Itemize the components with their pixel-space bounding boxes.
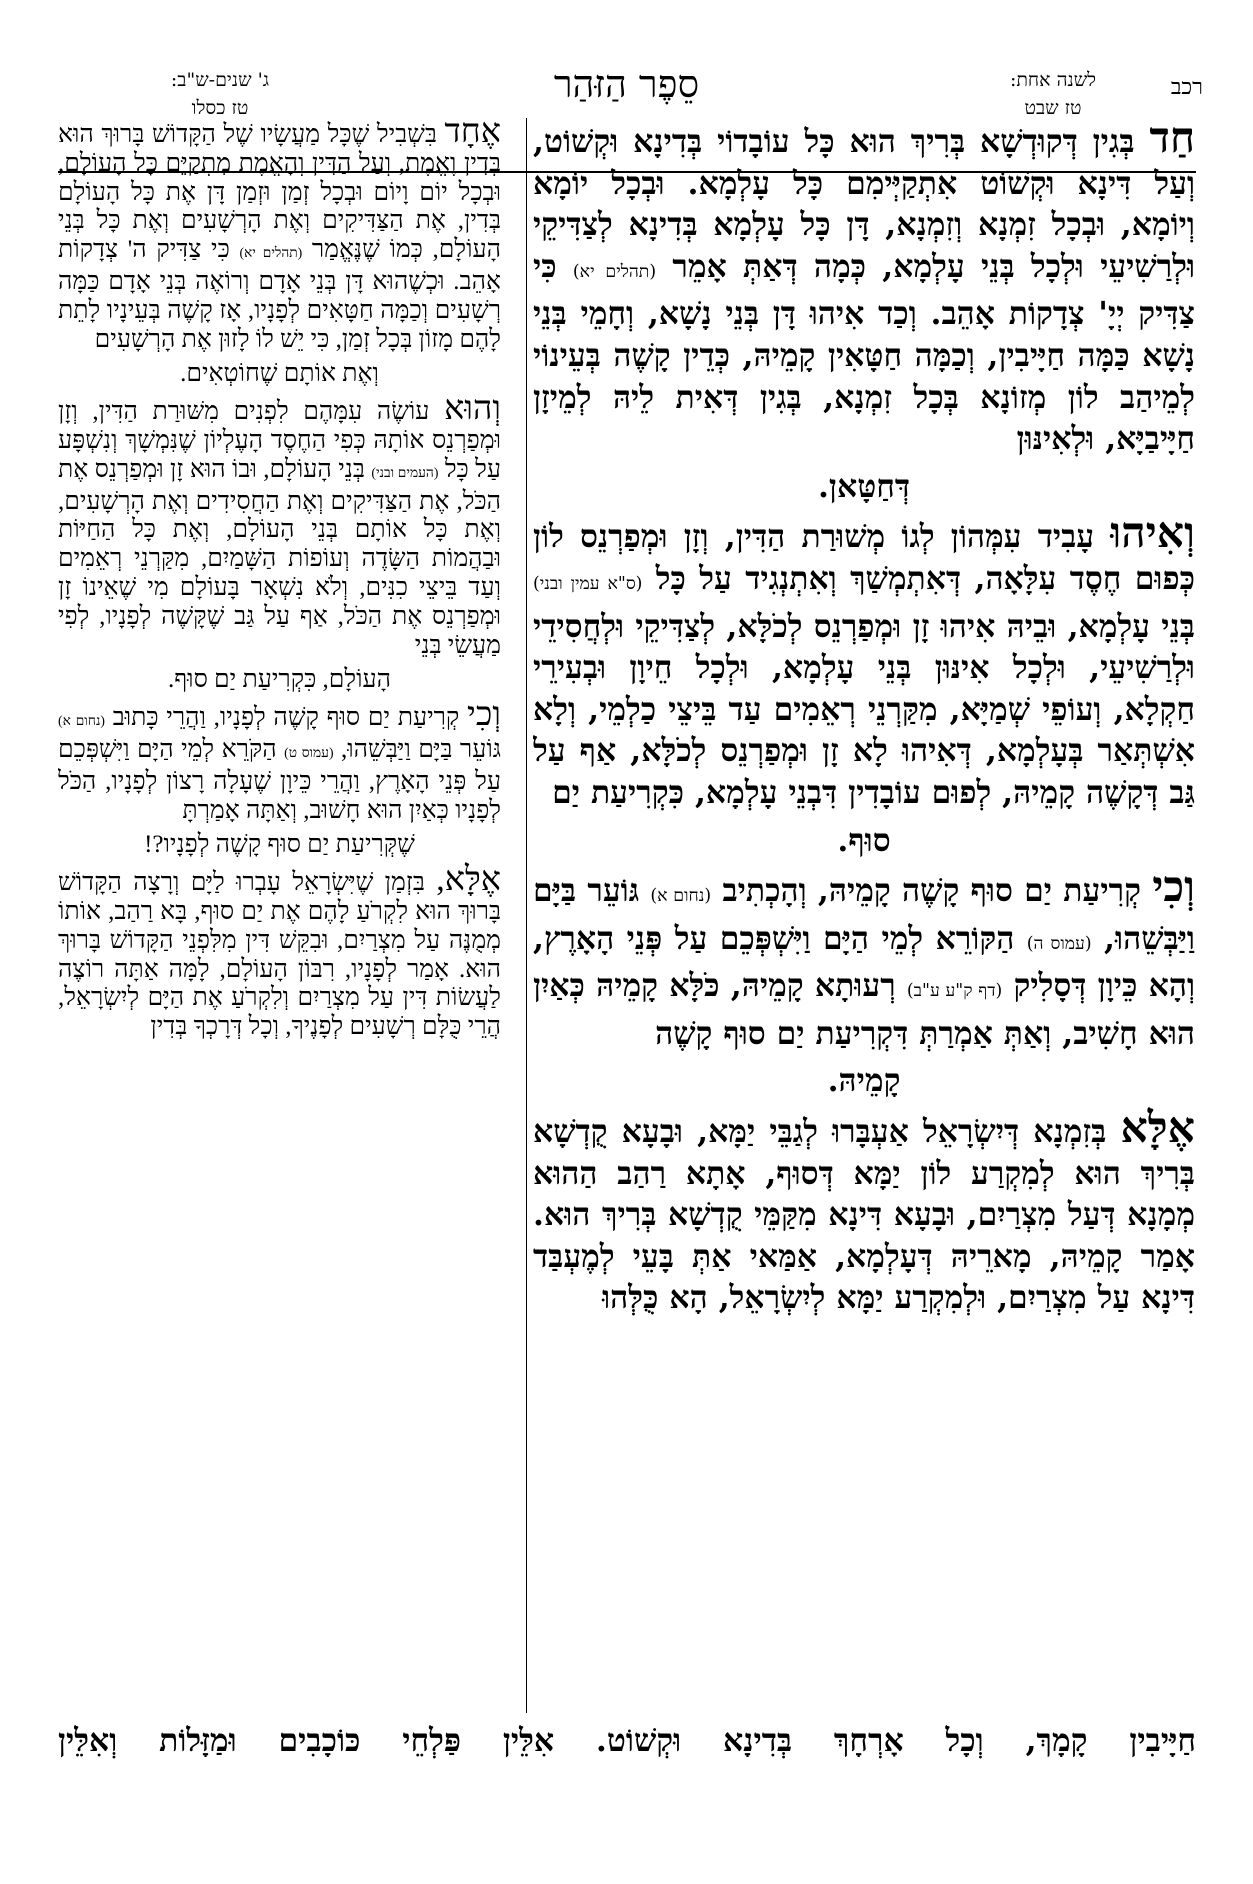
paragraph-text: עָבִיד עִמְּהוֹן לְגוֹ מְשׁוּרַת הַדִּין, וְזָן וּמְפַרְנֵס לוֹן כְּפוּם חֶסֶד עִלָּאָה, דְּאִתְמְשַׁךְ וְאִתְנְגִיד עַל כָּל [533, 518, 1195, 597]
paragraph-text: קְרִיעַת יַם סוּף קָשֶׁה לְפָנָיו, וַהֲרֵי כָּתוּב [112, 704, 460, 732]
paragraph-end-line: הָעוֹלָם, כִּקְרִיעַת יַם סוּף. [167, 666, 392, 694]
paragraph-text: כִּי צַדִּיק ה' צְדָקוֹת אָהֵב. וּכְשֶׁהוּא דָּן בְּנֵי אָדָם וְרוֹאֶה בְּנֵי אָדָם כַּמָּה רְשָׁעִים וְכַמָּה חַטָּאִים לְפָנָיו, אָז קָשֶׁה בְּעֵינָיו לָתֵת לָהֶם מָזוֹן בְּכָל זְמַן, כִּי יֵשׁ לוֹ לָזוּן אֶת הָרְשָׁעִים [58, 236, 501, 353]
book-title: סֵפֶר הַזּהַר [553, 62, 700, 106]
paragraph-text: רְעוּתָא קָמֵיהּ, כֹּלָּא קָמֵיהּ כְּאַיִן הוּא חָשִׁיב, וְאַתְּ אַמְרַתְּ דִּקְרִיעַת יַם סוּף קָשֶׁה [533, 967, 1195, 1052]
one-year-date: טז שבט [1024, 97, 1082, 119]
paragraph-text: בְּנֵי הָעוֹלָם, וּבוֹ הוּא זָן וּמְפַרְנֵס אֶת הַכֹּל, אֶת הַצַּדִּיקִים וְאֶת הַחֲסִידִים וְאֶת הָרְשָׁעִים, וְאֶת כָּל אוֹתָם בְּנֵי הָעוֹלָם, וְאֶת כָּל הַחַיּוֹת וּבַהֲמוֹת הַשָּׂדֶה וְעוֹפוֹת הַשָּׁמַיִם, מִקַּרְנֵי רְאֵמִים וְעַד בֵּיצֵי כִנִּים, וְלֹא נִשְׁאָר בָּעוֹלָם מִי שֶׁאֵינוֹ זָן וּמְפַרְנֵס אֶת הַכֹּל, אַף עַל גַּב שֶׁקָּשֶׁה לְפָנָיו, לְפִי מַעֲשֵׂי בְּנֵי [58, 455, 501, 659]
side-paragraph-1 [58, 118, 501, 354]
one-year-label: לשנה אחת: [1009, 69, 1097, 91]
main-paragraph-4 [533, 1103, 1195, 1319]
page-number: רכב [1170, 75, 1203, 100]
paragraph-end-line: קָמֵיהּ. [827, 1062, 901, 1100]
side-paragraph-2 [58, 390, 501, 660]
paragraph-text: קְרִיעַת יַם סוּף קָשֶׁה קָמֵיהּ, וְהָכְתִיב [722, 872, 1141, 910]
folio-reference: (דף ק"ע ע"ב) [906, 981, 1003, 1002]
daily-study-three-years [125, 66, 315, 122]
hebrew-translation-column [58, 118, 501, 1713]
main-paragraph-3 [533, 862, 1195, 1054]
paragraph-text: בְּזִמְנָא דְּיִשְׂרָאֵל אַעְבָּרוּ לְגַבֵּי יַמָּא, וּבָעָא קֻדְשָׁא בְּרִיךְ הוּא לְמִקְרַע לוֹן יַמָּא דְּסוּף, אָתָא רַהַב הַהוּא מְמָנָא דְּעַל מִצְרַיִם, וּבָעָא דִּינָא מִקַּמֵּי קֻדְשָׁא בְּרִיךְ הוּא. אָמַר קָמֵיהּ, מָארֵיהּ דְּעָלְמָא, אַמַּאי אַתְּ בָּעֵי לְמֶעְבַּד דִּינָא עַל מִצְרַיִם, וּלְמִקְרַע יַמָּא לְיִשְׂרָאֵל, הָא כֻּלְּהוּ [533, 1113, 1195, 1317]
paragraph-text: גּוֹעֵר בַּיָּם וַיַּבְּשֵׁהוּ, [533, 872, 1195, 957]
paragraph-text: הַקּוֹרֵא לְמֵי הַיָּם וַיִּשְׁפְּכֵם עַל פְּנֵי הָאָרֶץ, וְהָא כֵּיוָן דְּסָלִיק [533, 919, 1195, 1005]
paragraph-text: גּוֹעֵר בַּיָּם וַיַּבְּשֵׁהוּ, [341, 735, 501, 763]
paragraph-end-line: שֶׁקְּרִיעַת יַם סוּף קָשֶׁה לְפָנָיו?! [144, 831, 415, 859]
paragraph-lead-word: אֶחָד [444, 118, 501, 150]
verse-reference: (תהלים יא) [572, 261, 657, 282]
paragraph-end-line: סוּף. [837, 821, 891, 859]
paragraph-text: עוֹשֶׂה עִמָּהֶם לִפְנִים מִשּׁוּרַת הַדִּין, וְזָן וּמְפַרְנֵס אוֹתָהּ כְּפִי הַחֶסֶד הָעֶלְיוֹן שֶׁנִּמְשָׁךְ וְנִשְׁפָּע עַל כָּל [58, 398, 501, 483]
paragraph-lead-word: וְכִי [467, 696, 501, 734]
paragraph-text: בְּנֵי עָלְמָא, וּבֵיהּ אִיהוּ זָן וּמְפַרְנֵס לְכֹלָּא, לְצַדִּיקֵי וּלְחֲסִידֵי וּלְרַשִׁיעֵי, וּלְכָל אִינּוּן בְּנֵי עָלְמָא, וּלְכָל חֵיוָן וּבְעִירֵי חַקְלָא, וְעוֹפֵי שְׁמַיָּא, מִקַּרְנֵי רְאֵמִים עַד בֵּיצֵי כַלְמֵי, וְלָא אִשְׁתְּאַר בְּעָלְמָא, דְּאִיהוּ לָא זָן וּמְפַרְנֵס לְכֹלָּא, אַף עַל גַּב דְּקָשֶׁה קָמֵיהּ, לְפוּם עוֹבָדִין דִּבְנֵי עָלְמָא, כִּקְרִיעַת יַם [533, 607, 1195, 811]
three-years-label: ג' שנים-ש"ב: [170, 69, 270, 91]
side-paragraph-4 [58, 861, 501, 1042]
side-paragraph-3 [58, 696, 501, 825]
verse-reference: (ס"א עמין ובני) [533, 573, 643, 594]
continuation-line: חַיָּיבִין קָמָךְ, וְכָל אָרְחָךְ בְּדִינָא וּקְשׁוֹט. אִלֵּין פַּלְחֵי כּוֹכָבִים וּמַזָּלוֹת וְאִלֵּין [58, 1722, 1196, 1759]
aramaic-column [533, 118, 1195, 1713]
paragraph-end-line: דְּחַטָּאן. [817, 467, 911, 505]
paragraph-lead-word: וְהוּא [444, 390, 501, 428]
variant-reference: (העמים ובני) [371, 464, 439, 480]
main-paragraph-1 [533, 118, 1195, 460]
paragraph-lead-word: אֶלָּא [1120, 1103, 1195, 1154]
verse-reference: (נחום א) [58, 713, 105, 729]
paragraph-text: בִּשְׁבִיל שֶׁכָּל מַעֲשָׂיו שֶׁל הַקָּדוֹשׁ בָּרוּךְ הוּא בְּדִין וֶאֱמֶת, וְעַל הַדִּין וְהָאֱמֶת מִתְקַיֵּם כָּל הָעוֹלָם, וּבְכָל יוֹם וָיוֹם וּבְכָל זְמַן וּזְמַן דָּן אֶת כָּל הָעוֹלָם בְּדִין, אֶת הַצַּדִּיקִים וְאֶת הָרְשָׁעִים וְאֶת כָּל בְּנֵי הָעוֹלָם, כְּמוֹ שֶׁנֶּאֱמַר [58, 121, 501, 264]
verse-reference: (עמוס ה) [1026, 933, 1092, 954]
verse-reference: (תהלים יא) [239, 245, 303, 261]
three-years-date: טז כסלו [191, 97, 249, 119]
paragraph-lead-word: חַד [1149, 118, 1195, 163]
verse-reference: (נחום א) [650, 886, 712, 907]
paragraph-lead-word: וְכִי [1152, 862, 1195, 913]
paragraph-lead-word: אֶלָּא, [436, 861, 501, 899]
paragraph-text: כִּי צַדִּיק יְיָ' צְדָקוֹת אָהֵב. וְכַד אִיהוּ דָּן בְּנֵי נָשָׁא, וְחָמֵי בְּנֵי נָשָׁא כַּמָּה חַיָּיבִין, וְכַמָּה חַטָּאִין קָמֵיהּ, כְּדֵין קָשֶׁה בְּעֵינוֹי לְמֵיהַב לוֹן מְזוֹנָא בְּכָל זִמְנָא, בְּגִין דְּאִית לֵיהּ לְמֵיזָן חַיָּיבַיָּא, וּלְאִינּוּן [533, 247, 1195, 458]
paragraph-text: בְּגִין דְּקוּדְשָׁא בְּרִיךְ הוּא כָּל עוֹבָדוֹי בְּדִינָא וּקְשׁוֹט, וְעַל דִּינָא וּקְשׁוֹט אִתְקַיְּימִם כָּל עָלְמָא. וּבְכָל יוֹמָא וְיוֹמָא, וּבְכָל זִמְנָא וְזִמְנָא, דָּן כָּל עָלְמָא בְּדִינָא לְצַדִּיקֵי וּלְרַשִׁיעֵי וּלְכָל בְּנֵי עָלְמָא, כְּמָה דְּאַתְּ אָמֵר [533, 123, 1195, 285]
paragraph-lead-word: וְאִיהוּ [1110, 508, 1195, 559]
paragraph-text: בִּזְמַן שֶׁיִּשְׂרָאֵל עָבְרוּ לַיָּם וְרָצָה הַקָּדוֹשׁ בָּרוּךְ הוּא לִקְרֹעַ לָהֶם אֶת יַם סוּף, בָּא רַהַב, אוֹתוֹ מְמֻנֶּה עַל מִצְרַיִם, וּבִקֵּשׁ דִּין מִלִּפְנֵי הַקָּדוֹשׁ בָּרוּךְ הוּא. אָמַר לְפָנָיו, רִבּוֹן הָעוֹלָם, לָמָּה אַתָּה רוֹצֶה לַעֲשׂוֹת דִּין עַל מִצְרַיִם וְלִקְרֹעַ אֶת הַיָּם לְיִשְׂרָאֵל, הֲרֵי כֻּלָּם רְשָׁעִים לְפָנֶיךָ, וְכָל דְּרָכְךָ בְּדִין [58, 869, 501, 1041]
column-divider [526, 118, 527, 1713]
paragraph-end-line: וְאֶת אוֹתָם שֶׁחוֹטְאִים. [180, 360, 379, 388]
verse-reference: (עמוס ט) [284, 744, 334, 760]
main-paragraph-2 [533, 508, 1195, 813]
paragraph-text: הַקֹּרֵא לְמֵי הַיָּם וַיִּשְׁפְּכֵם עַל פְּנֵי הָאָרֶץ, וַהֲרֵי כֵּיוָן שֶׁעָלָה רָצוֹן לְפָנָיו, הַכֹּל לְפָנָיו כְּאַיִן הוּא חָשׁוּב, וְאַתָּה אָמַרְתָּ [58, 735, 501, 824]
